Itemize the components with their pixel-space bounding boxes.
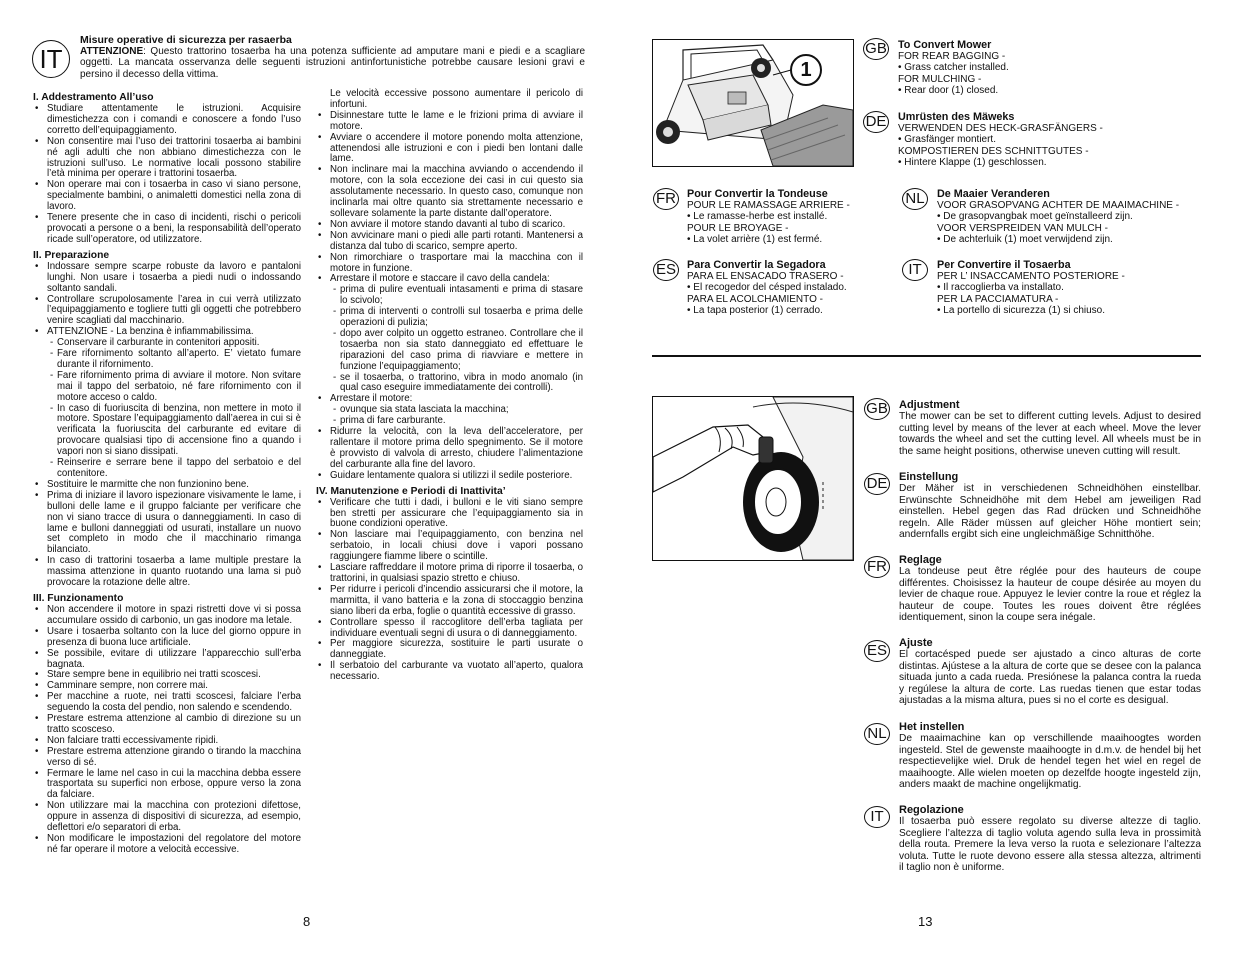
adjust-text: De maaimachine kan op verschillende maaihoogtes worden ingesteld. Stel de gewenste maaihoogte in d.m.v. de hendel bij het respectievelijke wiel. Druk de hendel tegen het wiel en regel de maaihoogte. Alle wielen moeten op dezelfde hoogte ingesteld zijn, anders maakt de machine ongelijkmatig. <box>899 733 1201 791</box>
convert-line: • La portello di sicurezza (1) si chiuso. <box>937 305 1106 317</box>
instruction-item: • Non accendere il motore in spazi ristretti dove vi si possa accumulare ossido di carbonio, un gas inodore ma letale. <box>33 605 301 627</box>
safety-column-1 <box>33 88 301 856</box>
lang-badge-it: IT <box>32 40 70 78</box>
instruction-item: • Non falciare tratti eccessivamente ripidi. <box>33 736 301 747</box>
adjust-text: Il tosaerba può essere regolato su diverse altezze di taglio. Scegliere l’altezza di taglio voluta agendo sulla leva in prossimità della routa. Premere la leva verso la ruota e selezionare l’altezza voluta. Tutte le ruote devono essere alla stessa altezza, altrimenti il taglio non è uniforme. <box>899 816 1201 874</box>
lang-badge-it-adjust: IT <box>864 806 890 828</box>
adjust-title: Regolazione <box>899 804 964 816</box>
warning-text: : Questo trattorino tosaerba ha una potenza sufficiente ad amputare mani e piedi e a scagliare oggetti. La mancata osservanza delle seguenti istruzioni antinfortunistiche potrebbe causare lesioni gravi e persino il decesso della vittima. <box>80 46 585 80</box>
convert-line: VOOR GRASOPVANG ACHTER DE MAAIMACHINE - <box>937 200 1180 211</box>
instruction-item: • Non rimorchiare o trasportare mai la macchina con il motore in funzione. <box>316 253 583 275</box>
convert-title: To Convert Mower <box>898 39 992 51</box>
instruction-item: • Arrestare il motore: <box>316 394 583 405</box>
instruction-item: • Lasciare raffreddare il motore prima di riporre il tosaerba, o trattorini, in qualsiasi spazio stretto e chiuso. <box>316 563 583 585</box>
adjust-text: La tondeuse peut être réglée pour des hauteurs de coupe différentes. Choisissez la hauteur de coupe désirée au moyen du levier de chaque roue. Appuyez le levier contre la roue et réglez la hauteur de coupe. Toutes les roues doivent être réglées identiquement, sinon la coupe sera inégale. <box>899 566 1201 624</box>
lang-badge-nl-adjust: NL <box>864 723 890 745</box>
section-heading: II. Preparazione <box>33 249 110 261</box>
instruction-item: • Indossare sempre scarpe robuste da lavoro e pantaloni lunghi. Non usare i tosaerba a piedi nudi o indossando soltanto sandali. <box>33 262 301 295</box>
instruction-item: • Tenere presente che in caso di incidenti, rischi o pericoli provocati a persone o a beni, la responsabilità dell’operato ricade sull’operatore, od utilizzatore. <box>33 213 301 246</box>
instruction-item: • Prima di iniziare il lavoro ispezionare visivamente le lame, i bulloni delle lame e il gruppo falciante per verificare che non vi siano tracce di usura o danneggiamenti. In caso di lame e bulloni danneggiati od usurati, installare un nuovo set completo in modo che il macchinario rimanga bilanciato. <box>33 491 301 556</box>
adjust-section-nl <box>899 721 1201 791</box>
convert-line: POUR LE RAMASSAGE ARRIERE - <box>687 200 850 211</box>
adjust-section-it <box>899 804 1201 874</box>
convert-section-de <box>898 111 1198 169</box>
instruction-list <box>33 262 301 589</box>
instruction-item: • Non avviare il motore stando davanti al tubo di scarico. <box>316 220 583 231</box>
adjust-section-de <box>899 471 1201 541</box>
section-heading: I. Addestramento All’uso <box>33 92 154 103</box>
instruction-item: • Non lasciare mai l’equipaggiamento, con benzina nel serbatoio, in locali chiusi dove i vapori possano raggiungere fiamme libere o scintille. <box>316 530 583 563</box>
instruction-item: • Prestare estrema attenzione al cambio di direzione su un tratto scosceso. <box>33 714 301 736</box>
convert-line: • De achterluik (1) moet verwijdend zijn. <box>937 234 1113 246</box>
sub-instruction: - ovunque sia stata lasciata la macchina; <box>316 405 583 416</box>
convert-line: VERWENDEN DES HECK-GRASFÄNGERS - <box>898 123 1103 134</box>
convert-title: Umrüsten des Mäweks <box>898 111 1015 123</box>
lang-badge-nl-convert: NL <box>902 188 928 210</box>
section-heading: III. Funzionamento <box>33 592 124 604</box>
instruction-item: • ATTENZIONE - La benzina è infiammabilissima. <box>33 327 301 338</box>
adjust-section-gb <box>899 399 1201 457</box>
figure-rear-bagging <box>652 39 854 167</box>
instruction-list <box>33 605 301 856</box>
convert-section-es <box>687 259 887 317</box>
instruction-item: • Disinnestare tutte le lame e le frizioni prima di avviare il motore. <box>316 111 583 133</box>
instruction-item: • Guidare lentamente qualora si utilizzi il sedile posteriore. <box>316 471 583 482</box>
sub-instruction: - Conservare il carburante in contenitori appositi. <box>33 338 301 349</box>
instruction-item: • Non utilizzare mai la macchina con protezioni difettose, oppure in assenza di dispositivi di sicurezza, ad esempio, deflettori e/o separatori di erba. <box>33 801 301 834</box>
sub-instruction: - se il tosaerba, o trattorino, vibra in modo anomalo (in qual caso eseguire immediatamente dei controlli). <box>316 373 583 395</box>
instruction-item: • In caso di trattorini tosaerba a lame multiple prestare la massima attenzione in quanto ruotando una lama si può provocare la rotazione delle altre. <box>33 556 301 589</box>
lang-badge-fr-adjust: FR <box>864 556 890 578</box>
convert-line: • Grasfänger montiert. <box>898 134 996 146</box>
lang-badge-de-adjust: DE <box>864 473 890 495</box>
instruction-list <box>316 498 583 683</box>
instruction-item: • Prestare estrema attenzione girando o tirando la macchina verso di sé. <box>33 747 301 769</box>
adjust-section-es <box>899 637 1201 707</box>
instruction-item: • Sostituire le marmitte che non funzionino bene. <box>33 480 301 491</box>
instruction-item: • Per ridurre i pericoli d’incendio assicurarsi che il motore, la marmitta, il vano batteria e la zona di stoccaggio benzina siano liberi da erba, foglie o quantità eccessive di grasso. <box>316 585 583 618</box>
convert-line: • De grasopvangbak moet geïnstalleerd zijn. <box>937 211 1133 223</box>
sub-instruction: - In caso di fuoriuscita di benzina, non mettere in moto il motore. Spostare l’equipaggiamento dall’aerea in cui si è verificata la fuoriuscita del carburante ed evitare di provocare qualsiasi tipo di accensione fino a quando i vapori non si siano dissipati. <box>33 404 301 459</box>
mower-rear-illustration <box>653 40 853 166</box>
sub-instruction: - Fare rifornimento prima di avviare il motore. Non svitare mai il tappo del serbatoio, né fare rifornimento con il motore acceso o caldo. <box>33 371 301 404</box>
safety-header <box>80 34 585 80</box>
instruction-item: • Verificare che tutti i dadi, i bulloni e le viti siano sempre ben stretti per assicurare che l’equipaggiamento sia in buone condizioni operative. <box>316 498 583 531</box>
instruction-item: • Usare i tosaerba soltanto con la luce del giorno oppure in presenza di buona luce artificiale. <box>33 627 301 649</box>
convert-line: POUR LE BROYAGE - <box>687 222 789 234</box>
instruction-item: • Controllare spesso il raccoglitore dell’erba tagliata per individuare eventuali segni di usura o di danneggiamento. <box>316 618 583 640</box>
convert-line: • Le ramasse-herbe est installé. <box>687 211 828 223</box>
convert-line: • La volet arrière (1) est fermé. <box>687 234 823 246</box>
convert-title: Per Convertire il Tosaerba <box>937 259 1071 271</box>
convert-title: De Maaier Veranderen <box>937 188 1050 200</box>
lang-badge-it-convert: IT <box>902 259 928 281</box>
warning-label: ATTENZIONE <box>80 46 144 57</box>
convert-line: FOR REAR BAGGING - <box>898 51 1006 62</box>
instruction-item: • Non modificare le impostazioni del regolatore del motore né far operare il motore a velocità eccessive. <box>33 834 301 856</box>
warning-paragraph <box>80 46 585 80</box>
convert-line: PARA EL ENSACADO TRASERO - <box>687 271 844 282</box>
convert-section-it <box>937 259 1217 317</box>
page-title: Misure operative di sicurezza per rasaerba <box>80 34 292 46</box>
adjust-text: Der Mäher ist in verschiedenen Schneidhöhen einstellbar. Erwünschte Schneidhöhe mit dem Hebel am jeweiligen Rad einstellen. Hebel gegen das Rad drücken und Schneidhöhe regeln. Alle Räder müssen auf gleicher Höhe montiert sein; andernfalls ergibt sich eine ungleichmäßige Schnitthöhe. <box>899 483 1201 541</box>
safety-column-2 <box>316 89 583 683</box>
convert-title: Pour Convertir la Tondeuse <box>687 188 828 200</box>
instruction-item: • Per macchine a ruote, nei tratti scoscesi, falciare l’erba seguendo la costa del pendio, non salendo e scendendo. <box>33 692 301 714</box>
convert-line: PER L’ INSACCAMENTO POSTERIORE - <box>937 271 1125 282</box>
convert-title: Para Convertir la Segadora <box>687 259 826 271</box>
sub-instruction: - Reinserire e serrare bene il tappo del serbatoio e del contenitore. <box>33 458 301 480</box>
lang-badge-de-convert: DE <box>863 111 889 133</box>
section-divider <box>652 355 1201 357</box>
lang-badge-fr-convert: FR <box>653 188 679 210</box>
convert-line: PARA EL ACOLCHAMIENTO - <box>687 293 823 305</box>
convert-line: KOMPOSTIEREN DES SCHNITTGUTES - <box>898 145 1089 157</box>
instruction-item: • Non consentire mai l’uso dei trattorini tosaerba ai bambini né agli adulti che non abbiano dimestichezza con le istruzioni sull’uso. Le normative locali possono stabilire l’età minima per operare i trattorini tosaerba. <box>33 137 301 181</box>
adjust-title: Reglage <box>899 554 942 566</box>
instruction-item: • Fermare le lame nel caso in cui la macchina debba essere trasportata su superfici non erbose, oppure verso la zona da falciare. <box>33 769 301 802</box>
instruction-list <box>33 104 301 246</box>
instruction-item: • Non inclinare mai la macchina avviando o accendendo il motore, con la sola eccezione dei casi in cui questo sia assolutamente necessario. In questo caso, comunque non inclinarla mai oltre quanto sia strettamente necessario e sollevare solamente la parte distante dall’operatore. <box>316 165 583 220</box>
instruction-item: • Il serbatoio del carburante va vuotato all’aperto, qualora necessario. <box>316 661 583 683</box>
instruction-item: • Controllare scrupolosamente l’area in cui verrà utilizzato l’equipaggiamento e togliere tutti gli oggetti che potrebbero venire scagliati dal macchinario. <box>33 295 301 328</box>
figure-height-adjustment <box>652 396 854 561</box>
instruction-item: • Non operare mai con i tosaerba in caso vi siano persone, specialmente bambini, o animaletti domestici nella zona di lavoro. <box>33 180 301 213</box>
instruction-item: • Se possibile, evitare di utilizzare l’apparecchio sull’erba bagnata. <box>33 649 301 671</box>
instruction-item: • Studiare attentamente le istruzioni. Acquisire dimestichezza con i comandi e conoscere a fondo l’uso corretto dell’equipaggiamento. <box>33 104 301 137</box>
convert-line: VOOR VERSPREIDEN VAN MULCH - <box>937 222 1108 234</box>
convert-line: • Il raccoglierba va installato. <box>937 282 1064 294</box>
instruction-item: • Per maggiore sicurezza, sostituire le parti usurate o danneggiate. <box>316 639 583 661</box>
page-number-right: 13 <box>918 914 933 929</box>
convert-line: • Hintere Klappe (1) geschlossen. <box>898 157 1047 169</box>
instruction-item: • Camminare sempre, non correre mai. <box>33 681 301 692</box>
adjust-title: Adjustment <box>899 399 960 411</box>
adjust-title: Einstellung <box>899 471 959 483</box>
sub-instruction: - prima di fare carburante. <box>316 416 583 427</box>
adjust-title: Ajuste <box>899 637 933 649</box>
lang-badge-es-convert: ES <box>653 259 679 281</box>
instruction-item: • Ridurre la velocità, con la leva dell’acceleratore, per rallentare il motore prima dello spegnimento. Se il motore è provvisto di valvola di arresto, chiudere l’alimentazione del carburante alla fine del lavoro. <box>316 427 583 471</box>
instruction-item: • Stare sempre bene in equilibrio nei tratti scoscesi. <box>33 670 301 681</box>
sub-instruction: - dopo aver colpito un oggetto estraneo. Controllare che il tosaerba non sia stato danneggiato ed effettuare le riparazioni del caso prima di riavviare e mettere in funzione l’equipaggiamento; <box>316 329 583 373</box>
convert-line: • Grass catcher installed. <box>898 62 1009 74</box>
instruction-item: • Non avvicinare mani o piedi alle parti rotanti. Mantenersi a distanza dal tubo di scarico, sempre aperto. <box>316 231 583 253</box>
convert-line: PER LA PACCIAMATURA - <box>937 293 1059 305</box>
convert-section-gb <box>898 39 1198 97</box>
convert-section-nl <box>937 188 1217 246</box>
lang-badge-gb-adjust: GB <box>864 398 890 420</box>
convert-section-fr <box>687 188 887 246</box>
callout-1: 1 <box>790 54 822 86</box>
lang-badge-gb-convert: GB <box>863 38 889 60</box>
convert-line: FOR MULCHING - <box>898 73 982 85</box>
lang-badge-es-adjust: ES <box>864 640 890 662</box>
sub-instruction: - prima di interventi o controlli sul tosaerba e prima delle operazioni di pulizia; <box>316 307 583 329</box>
convert-line: • La tapa posterior (1) cerrado. <box>687 305 823 317</box>
page-number-left: 8 <box>303 914 311 929</box>
instruction-item: Le velocità eccessive possono aumentare il pericolo di infortuni. <box>330 88 583 110</box>
instruction-list <box>316 89 583 482</box>
adjust-title: Het instellen <box>899 721 965 733</box>
section-heading: IV. Manutenzione e Periodi di Inattivita’ <box>316 485 506 497</box>
adjust-text: The mower can be set to different cutting levels. Adjust to desired cutting level by means of the lever at each wheel. Move the lever towards the wheel and set the cutting level. All wheels must be in the same height positions, otherwise uneven cutting will result. <box>899 411 1201 457</box>
sub-instruction: - Fare rifornimento soltanto all’aperto. E’ vietato fumare durante il rifornimento. <box>33 349 301 371</box>
instruction-item: • Avviare o accendere il motore ponendo molta attenzione, attenendosi alle istruzioni e con i piedi ben lontani dalle lame. <box>316 133 583 166</box>
convert-line: • Rear door (1) closed. <box>898 85 999 97</box>
sub-instruction: - prima di pulire eventuali intasamenti e prima di stasare lo scivolo; <box>316 285 583 307</box>
adjust-text: El cortacésped puede ser ajustado a cinco alturas de corte distintas. Ajústese a la altura de corte que se desee con la palanca situada junto a cada rueda. Presiónese la palanca contra la rueda y regúlese la altura de corte. Las ruedas tienen que estar todas ajustadas a la misma altura, pues si no el corte es desigual. <box>899 649 1201 707</box>
instruction-item: • Arrestare il motore e staccare il cavo della candela: <box>316 274 583 285</box>
adjust-section-fr <box>899 554 1201 624</box>
wheel-lever-illustration <box>653 397 853 560</box>
convert-line: • El recogedor del césped instalado. <box>687 282 847 294</box>
